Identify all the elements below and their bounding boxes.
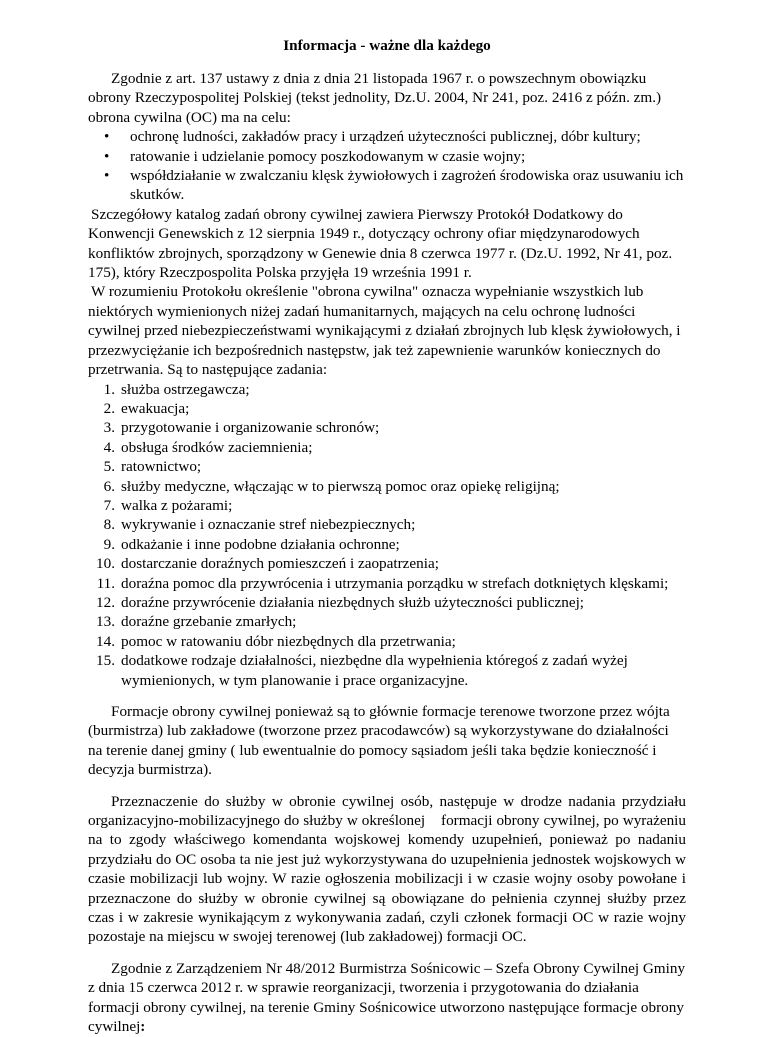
task-item: 12. doraźne przywrócenie działania niezbędnych służb użyteczności publicznej; (96, 593, 585, 611)
goal-item: • współdziałanie w zwalczaniu klęsk żywiołowych i zagrożeń środowiska oraz usuwaniu ich skutków. (104, 167, 684, 204)
task-item: 1. służba ostrzegawcza; (103, 380, 250, 398)
bullet-icon: • (104, 147, 110, 165)
goals-list (88, 127, 686, 205)
task-item: 6. służby medyczne, włączając w to pierwszą pomoc oraz opiekę religijną; (103, 477, 560, 495)
intro-paragraph: Zgodnie z art. 137 ustawy z dnia z dnia 21 listopada 1967 r. o powszechnym obowiązku obrony Rzeczypospolitej Polskiej (tekst jednolity, Dz.U. 2004, Nr 241, poz. 2416 z późn. zm.) obrona cywilna (OC) ma na celu: (88, 70, 662, 126)
goal-item: • ochronę ludności, zakładów pracy i urządzeń użyteczności publicznej, dóbr kultury; (104, 128, 641, 146)
tasks-list (88, 380, 686, 691)
task-item: 8. wykrywanie i oznaczanie stref niebezpiecznych; (103, 516, 416, 534)
assignment-paragraph: Przeznaczenie do służby w obronie cywilnej osób, następuje w drodze nadania przydziału organizacyjno-mobilizacyjnego do służby w określonej formacji obrony cywilnej, po wyrażeniu na to zgody właściwego komendanta wojskowej komendy uzupełnień, ponieważ po nadaniu przydziału do OC osoba ta nie jest już wykorzystywana do uzupełnienia jednostek wojskowych w czasie mobilizacji lub wojny. W razie ogłoszenia mobilizacji i w czasie wojny osoby powołane i przeznaczone do służby w obronie cywilnej są obowiązane do pełnienia czynnej służby przez czas i w zakresie wynikającym z wykonywania zadań, czyli członek formacji OC w razie wojny pozostaje na miejscu w swojej terenowej (lub zakładowej) formacji OC. (88, 792, 690, 946)
task-item: 3. przygotowanie i organizowanie schronów; (103, 419, 380, 437)
bullet-icon: • (104, 128, 110, 146)
task-item: 4. obsługa środków zaciemnienia; (103, 438, 313, 456)
task-item: 2. ewakuacja; (103, 399, 190, 417)
task-item: 14. pomoc w ratowaniu dóbr niezbędnych dla przetrwania; (96, 632, 456, 650)
formations-paragraph: Formacje obrony cywilnej ponieważ są to głównie formacje terenowe tworzone przez wójta (burmistrza) lub zakładowe (tworzone przez pracodawców) są wykorzystywane do działalności na terenie danej gminy ( lub ewentualnie do pomocy sąsiadom jeśli taka będzie konieczność i decyzja burmistrza). (88, 703, 670, 779)
goal-item: • ratowanie i udzielanie pomocy poszkodowanym w czasie wojny; (104, 147, 526, 165)
protocol-paragraph: W rozumieniu Protokołu określenie "obrona cywilna" oznacza wypełnianie wszystkich lub niektórych wymienionych niżej zadań humanitarnych, mających na celu ochronę ludności cywilnej przed niebezpieczeństwami wynikającymi z działań zbrojnych lub klęsk żywiołowych, i przezwyciężanie ich bezpośrednich następstw, jak też zapewnienie warunków koniecznych do przetrwania. Są to następujące zadania: (88, 283, 681, 379)
task-item: 11. doraźna pomoc dla przywrócenia i utrzymania porządku w strefach dotkniętych klęskami; (96, 574, 669, 592)
task-item: 15. dodatkowe rodzaje działalności, niezbędne dla wypełnienia któregoś z zadań wyżej wymienionych, w tym planowanie i prace organizacyjne. (96, 652, 628, 689)
task-item: 7. walka z pożarami; (103, 496, 233, 514)
task-item: 9. odkażanie i inne podobne działania ochronne; (103, 535, 400, 553)
document-title: Informacja - ważne dla każdego (283, 37, 491, 54)
ordinance-paragraph: Zgodnie z Zarządzeniem Nr 48/2012 Burmistrza Sośnicowic – Szefa Obrony Cywilnej Gminy z dnia 15 czerwca 2012 r. w sprawie reorganizacji, tworzenia i przygotowania do działania formacji obrony cywilnej, na terenie Gminy Sośnicowice utworzono następujące formacje obrony cywilnej: (88, 959, 686, 1036)
bullet-icon: • (104, 167, 110, 185)
task-item: 13. doraźne grzebanie zmarłych; (96, 613, 297, 631)
task-item: 5. ratownictwo; (103, 458, 202, 476)
catalog-paragraph: Szczegółowy katalog zadań obrony cywilnej zawiera Pierwszy Protokół Dodatkowy do Konwencji Genewskich z 12 sierpnia 1949 r., dotyczący ochrony ofiar międzynarodowych konfliktów zbrojnych, sporządzony w Genewie dnia 8 czerwca 1977 r. (Dz.U. 1992, Nr 41, poz. 175), który Rzeczpospolita Polska przyjęła 19 września 1991 r. (88, 205, 673, 282)
task-item: 10. dostarczanie doraźnych pomieszczeń i zaopatrzenia; (96, 555, 439, 573)
